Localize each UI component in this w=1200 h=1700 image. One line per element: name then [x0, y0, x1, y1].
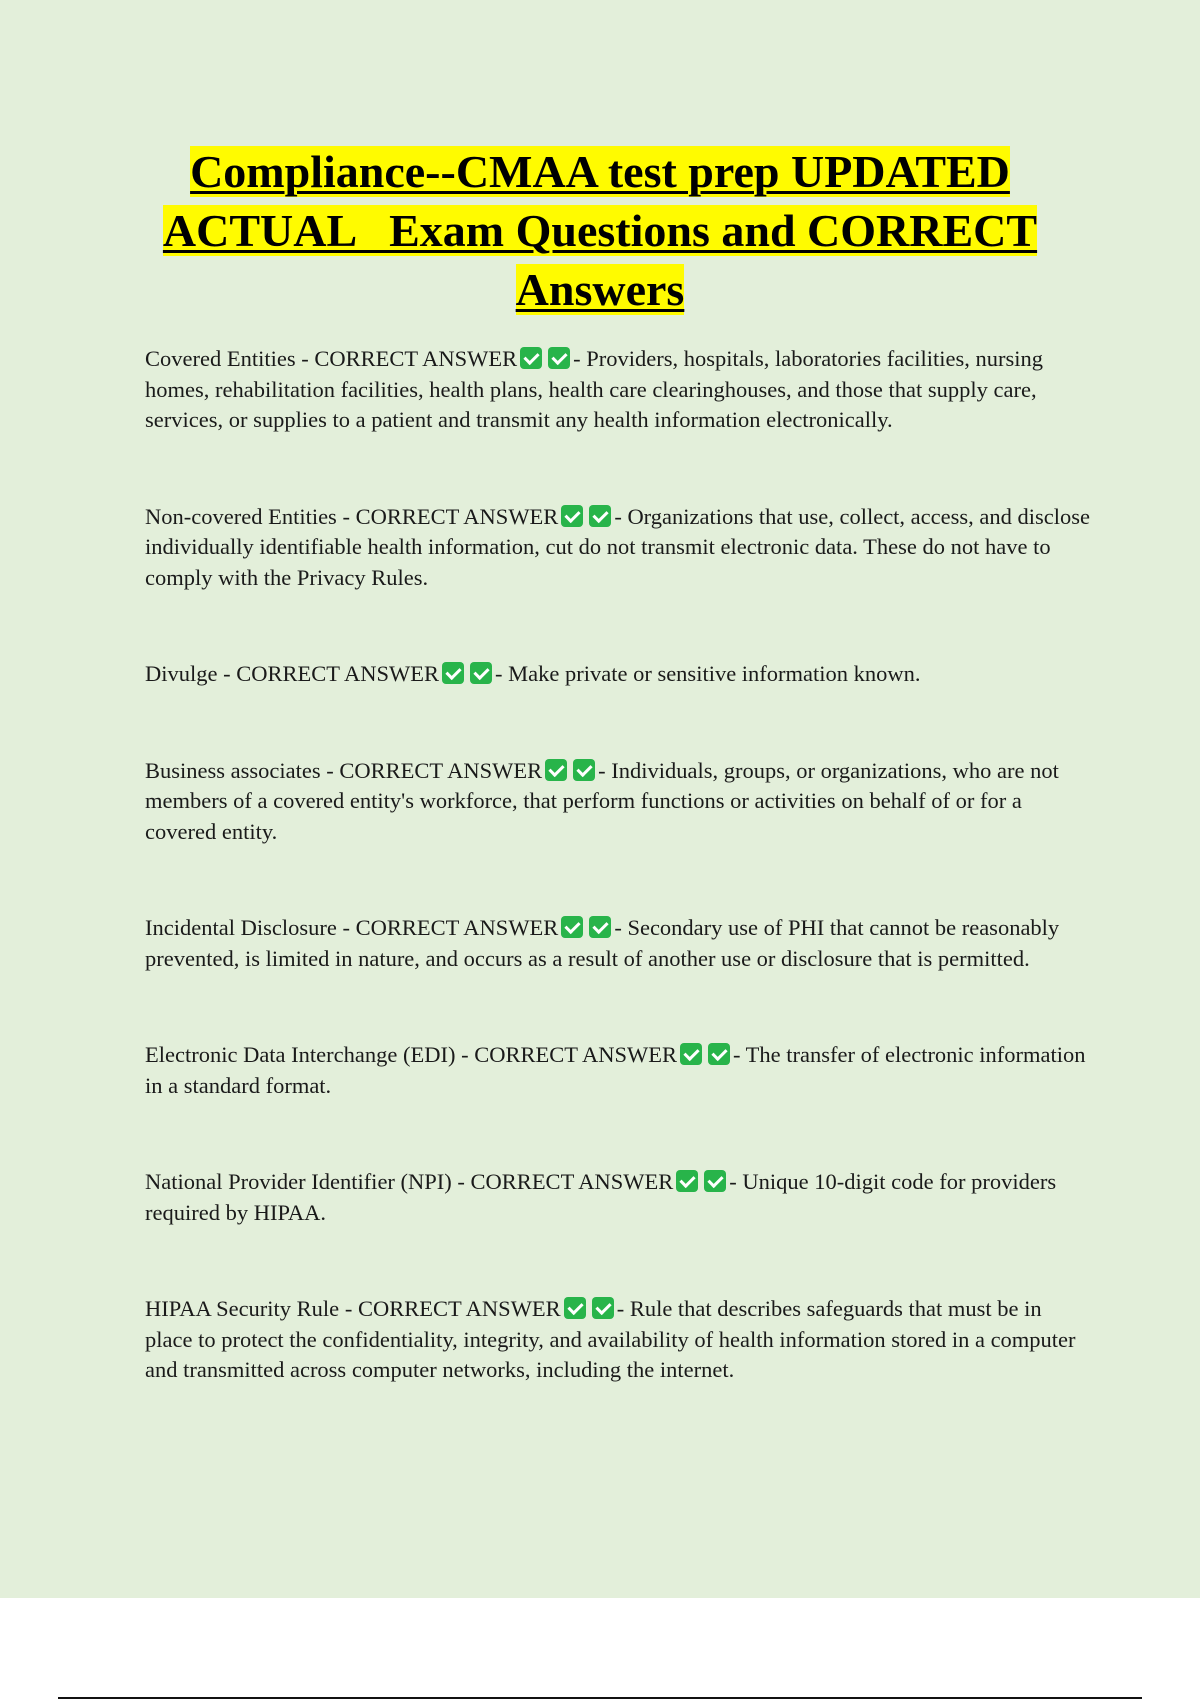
answer-marker: CORRECT ANSWER [355, 503, 559, 529]
title-line-1: Compliance--CMAA test prep UPDATED [190, 146, 1010, 197]
entry-term: Divulge [145, 661, 218, 686]
entry-term: National Provider Identifier (NPI) [145, 1169, 452, 1194]
qa-entry: HIPAA Security Rule - CORRECT ANSWER - Rule that describes safeguards that must be in place to protect the confidentiality, integrity, and availability of health information stored in a computer and transmitted across computer networks, including the internet. [145, 1296, 1076, 1382]
entry-definition: Secondary use of PHI that cannot be reasonably prevented, is limited in nature, and occurs as a result of another use or disclosure that is permitted. [145, 915, 1060, 971]
check-mark-icon [589, 505, 611, 527]
check-mark-icon [470, 662, 492, 684]
check-mark-icon [548, 347, 570, 369]
check-mark-icon [704, 1170, 726, 1192]
answer-marker: CORRECT ANSWER [357, 1296, 561, 1321]
check-mark-icon [561, 505, 583, 527]
qa-entry: Divulge - CORRECT ANSWER - Make private or sensitive information known. [145, 661, 921, 686]
answer-marker: CORRECT ANSWER [474, 1042, 677, 1067]
entry-definition: Organizations that use, collect, access, and disclose individually identifiable health information, cut do not transmit electronic data. These do not have to comply with the Privacy Rules. [145, 503, 1090, 590]
check-mark-icon [564, 1297, 586, 1319]
qa-entry: Incidental Disclosure - CORRECT ANSWER - Secondary use of PHI that cannot be reasonably prevented, is limited in nature, and occurs as a result of another use or disclosure that is permitted. [145, 915, 1060, 971]
entry-definition: Providers, hospitals, laboratories facilities, nursing homes, rehabilitation facilities, health plans, health care clearinghouses, and those that supply care, services, or supplies to a patient and transmit any health information electronically. [145, 346, 1044, 432]
answer-marker: CORRECT ANSWER [339, 757, 543, 783]
title-line-3: Answers [515, 264, 685, 315]
qa-entry: National Provider Identifier (NPI) - CORRECT ANSWER - Unique 10-digit code for providers required by HIPAA. [145, 1169, 1057, 1225]
check-mark-icon [561, 916, 583, 938]
entry-term: Covered Entities [145, 346, 296, 371]
check-mark-icon [442, 662, 464, 684]
answer-marker: CORRECT ANSWER [236, 661, 439, 686]
entry-term: Electronic Data Interchange (EDI) [145, 1042, 456, 1067]
entry-definition: Make private or sensitive information known. [508, 661, 921, 686]
entry-term: HIPAA Security Rule [145, 1296, 340, 1321]
check-mark-icon [573, 759, 595, 781]
qa-entry: Non-covered Entities - CORRECT ANSWER - Organizations that use, collect, access, and disclose individually identifiable health information, cut do not transmit electronic data. These do not have to comply with the Privacy Rules. [145, 503, 1090, 590]
entry-definition: Rule that describes safeguards that must be in place to protect the confidentiality, integrity, and availability of health information stored in a computer and transmitted across computer networks, including the internet. [145, 1296, 1076, 1382]
check-mark-icon [545, 759, 567, 781]
qa-entry: Business associates - CORRECT ANSWER - Individuals, groups, or organizations, who are not members of a covered entity's workforce, that perform functions or activities on behalf of or for a covered entity. [145, 757, 1059, 844]
entry-definition: Unique 10-digit code for providers required by HIPAA. [145, 1169, 1057, 1225]
answer-marker: CORRECT ANSWER [355, 915, 559, 940]
qa-entry: Electronic Data Interchange (EDI) - CORRECT ANSWER - The transfer of electronic information in a standard format. [145, 1042, 1086, 1098]
answer-marker: CORRECT ANSWER [470, 1169, 674, 1194]
entry-term: Incidental Disclosure [145, 915, 337, 940]
check-mark-icon [592, 1297, 614, 1319]
check-mark-icon [680, 1043, 702, 1065]
document-title [100, 142, 1100, 319]
check-mark-icon [589, 916, 611, 938]
check-mark-icon [520, 347, 542, 369]
entry-term: Business associates [145, 757, 321, 783]
check-mark-icon [676, 1170, 698, 1192]
entry-definition: Individuals, groups, or organizations, who are not members of a covered entity's workforce, that perform functions or activities on behalf of or for a covered entity. [145, 757, 1059, 844]
entry-definition: The transfer of electronic information in a standard format. [145, 1042, 1086, 1098]
answer-marker: CORRECT ANSWER [314, 346, 518, 371]
qa-entry: Covered Entities - CORRECT ANSWER - Providers, hospitals, laboratories facilities, nursing homes, rehabilitation facilities, health plans, health care clearinghouses, and those that supply care, services, or supplies to a patient and transmit any health information electronically. [145, 346, 1044, 432]
title-line-2: ACTUAL Exam Questions and CORRECT [162, 205, 1038, 256]
entry-term: Non-covered Entities [145, 503, 337, 529]
footer-rule [58, 1697, 1142, 1699]
check-mark-icon [708, 1043, 730, 1065]
qa-entries [145, 344, 1090, 1386]
